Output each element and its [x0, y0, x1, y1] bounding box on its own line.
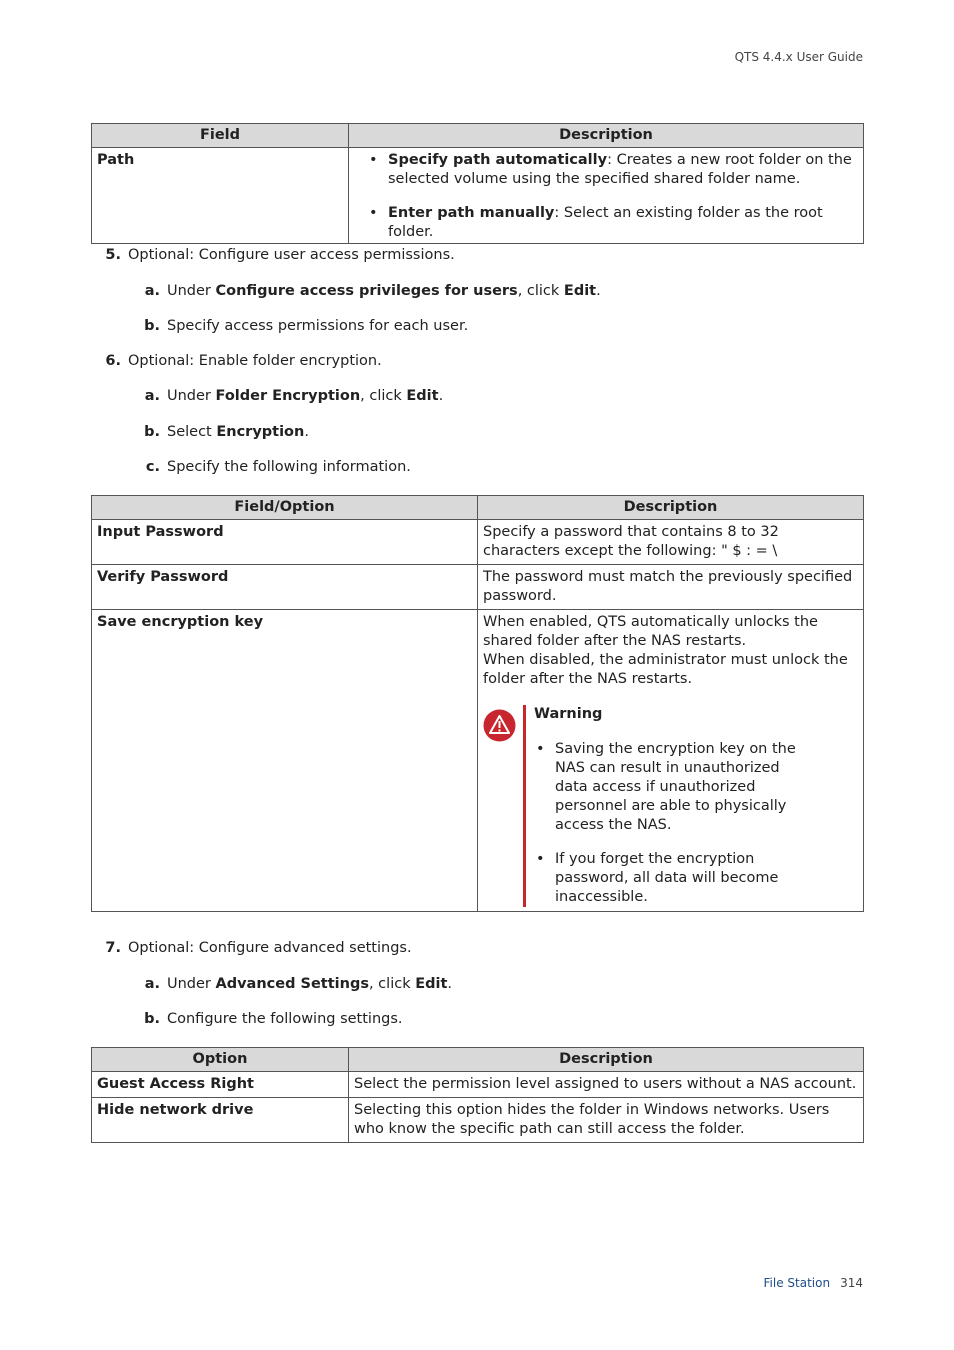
step-6: 6. Optional: Enable folder encryption. [105, 353, 382, 369]
description-cell: The password must match the previously specified password. [478, 565, 864, 610]
list-item: • Specify path automatically: Creates a new root folder on the selected volume using the specified shared folder name. [367, 151, 858, 189]
step-5b: b. Specify access permissions for each user. [144, 318, 469, 334]
disabled-text: When disabled, the administrator must unlock the folder after the NAS restarts. [483, 652, 848, 687]
path-table [91, 123, 864, 244]
step-6a: a. Under Folder Encryption, click Edit. [144, 388, 444, 404]
step-5: 5. Optional: Configure user access permissions. [105, 247, 455, 263]
warning-triangle-icon [483, 709, 516, 742]
table-row [92, 148, 864, 244]
field-cell: Hide network drive [92, 1098, 349, 1143]
description-cell: Selecting this option hides the folder in Windows networks. Users who know the specific path can still access the folder. [349, 1098, 864, 1143]
description-cell [349, 148, 864, 244]
list-item: • Saving the encryption key on the NAS can result in unauthorized data access if unauthorized personnel are able to physically access the NAS. [534, 740, 829, 835]
column-header: Field [92, 124, 349, 148]
step-7: 7. Optional: Configure advanced settings. [105, 940, 412, 956]
bullet-list [354, 151, 858, 242]
column-header: Field/Option [92, 496, 478, 520]
field-cell: Verify Password [92, 565, 478, 610]
table-row [92, 610, 864, 912]
description-cell: Select the permission level assigned to users without a NAS account. [349, 1072, 864, 1098]
advanced-settings-table [91, 1047, 864, 1143]
column-header: Description [478, 496, 864, 520]
field-cell: Input Password [92, 520, 478, 565]
encryption-table [91, 495, 864, 912]
table-row [92, 520, 864, 565]
column-header: Option [92, 1048, 349, 1072]
table-row [92, 565, 864, 610]
page-footer [764, 1276, 863, 1290]
list-item: • Enter path manually: Select an existing folder as the root folder. [367, 204, 858, 242]
warning-list [534, 740, 829, 907]
field-cell: Save encryption key [92, 610, 478, 912]
field-cell: Guest Access Right [92, 1072, 349, 1098]
description-cell: Specify a password that contains 8 to 32 characters except the following: " $ : = \ [478, 520, 864, 565]
step-7a: a. Under Advanced Settings, click Edit. [144, 976, 452, 992]
column-header: Description [349, 124, 864, 148]
step-6c: c. Specify the following information. [145, 459, 411, 475]
page-number: 314 [840, 1276, 863, 1290]
step-6b: b. Select Encryption. [144, 424, 309, 440]
list-item: • If you forget the encryption password, all data will become inaccessible. [534, 850, 829, 907]
step-7b: b. Configure the following settings. [144, 1011, 403, 1027]
field-cell: Path [92, 148, 349, 244]
footer-section: File Station [763, 1276, 831, 1290]
column-header: Description [349, 1048, 864, 1072]
warning-box [483, 705, 858, 907]
enabled-text: When enabled, QTS automatically unlocks the shared folder after the NAS restarts. [483, 614, 818, 649]
warning-title: Warning [534, 706, 603, 722]
description-cell [478, 610, 864, 912]
table-row [92, 1072, 864, 1098]
table-row [92, 1098, 864, 1143]
step-5a: a. Under Configure access privileges for users, click Edit. [144, 283, 601, 299]
page-header: QTS 4.4.x User Guide [734, 50, 863, 64]
